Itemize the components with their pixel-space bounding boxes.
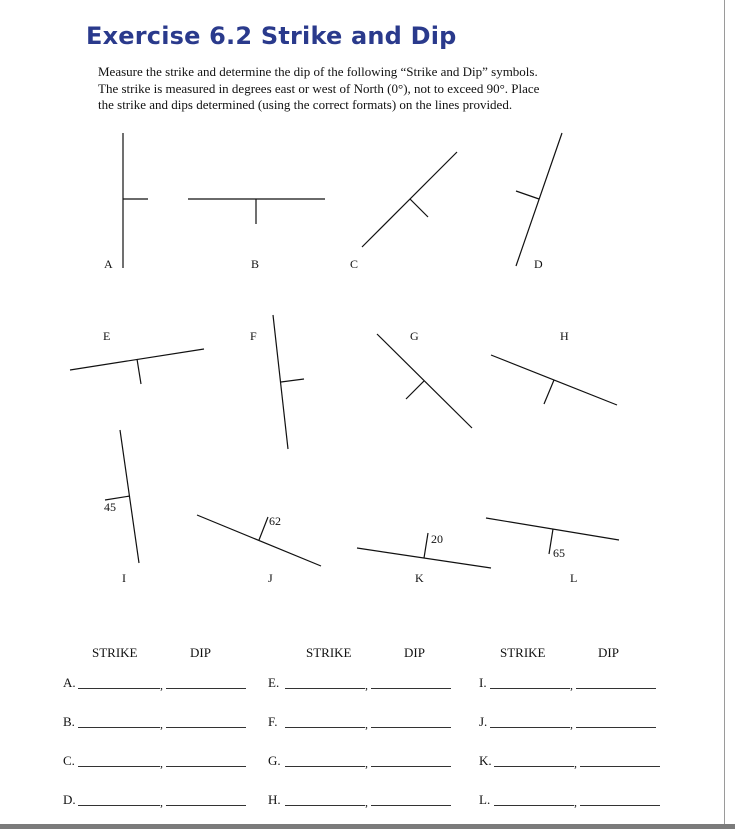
- symbol-j-dip-tick: [259, 517, 268, 540]
- answer-label-d: D.: [63, 792, 76, 807]
- answer-label-k: K.: [479, 753, 492, 768]
- symbol-g-strike-line: [377, 334, 472, 428]
- answer-label-b: B.: [63, 714, 75, 729]
- symbol-d-label: D: [534, 257, 543, 271]
- symbol-i-label: I: [122, 571, 126, 585]
- col1-dip-header: DIP: [190, 645, 211, 660]
- answer-b-dip-blank[interactable]: [166, 727, 246, 728]
- instructions-line-3: the strike and dips determined (using the correct formats) on the lines provided.: [98, 97, 513, 112]
- symbol-l-dip-value: 65: [553, 546, 565, 560]
- symbol-k-label: K: [415, 571, 424, 585]
- answer-label-l: L.: [479, 792, 491, 807]
- symbol-j-dip-value: 62: [269, 514, 281, 528]
- answer-label-c: C.: [63, 753, 75, 768]
- answer-l-comma: ,: [574, 795, 577, 809]
- symbol-g-label: G: [410, 329, 419, 343]
- answer-e-strike-blank[interactable]: [285, 688, 365, 689]
- answer-g-strike-blank[interactable]: [285, 766, 365, 767]
- col3-dip-header: DIP: [598, 645, 619, 660]
- symbol-d-dip-tick: [516, 191, 539, 199]
- symbol-b: [188, 199, 325, 224]
- answer-c-dip-blank[interactable]: [166, 766, 246, 767]
- symbol-j-strike-line: [197, 515, 321, 566]
- answer-e-comma: ,: [365, 678, 368, 692]
- col1-strike-header: STRIKE: [92, 645, 138, 660]
- symbol-d: [516, 133, 562, 266]
- answer-b-comma: ,: [160, 717, 163, 731]
- symbol-e: [70, 349, 204, 384]
- answer-k-strike-blank[interactable]: [494, 766, 574, 767]
- symbol-k-dip-value: 20: [431, 532, 443, 546]
- symbol-c-strike-line: [362, 152, 457, 247]
- symbol-h-label: H: [560, 329, 569, 343]
- answer-h-dip-blank[interactable]: [371, 805, 451, 806]
- answer-f-dip-blank[interactable]: [371, 727, 451, 728]
- answer-label-j: J.: [479, 714, 488, 729]
- answer-d-comma: ,: [160, 795, 163, 809]
- symbol-i-dip-value: 45: [104, 500, 116, 514]
- symbol-e-dip-tick: [137, 359, 141, 384]
- answer-l-strike-blank[interactable]: [494, 805, 574, 806]
- answer-h-comma: ,: [365, 795, 368, 809]
- answer-j-comma: ,: [570, 717, 573, 731]
- instructions-line-1: Measure the strike and determine the dip of the following “Strike and Dip” symbols.: [98, 64, 538, 79]
- answer-f-comma: ,: [365, 717, 368, 731]
- symbol-h: [491, 355, 617, 405]
- symbol-k-dip-tick: [424, 533, 428, 558]
- answer-k-dip-blank[interactable]: [580, 766, 660, 767]
- symbol-k: [357, 533, 491, 568]
- answer-j-strike-blank[interactable]: [490, 727, 570, 728]
- answer-label-f: F.: [268, 714, 278, 729]
- answer-j-dip-blank[interactable]: [576, 727, 656, 728]
- col2-dip-header: DIP: [404, 645, 425, 660]
- col2-strike-header: STRIKE: [306, 645, 352, 660]
- answer-l-dip-blank[interactable]: [580, 805, 660, 806]
- symbol-f-dip-tick: [281, 379, 304, 382]
- symbol-j: [197, 515, 321, 566]
- answer-d-strike-blank[interactable]: [78, 805, 160, 806]
- answer-k-comma: ,: [574, 756, 577, 770]
- answer-label-i: I.: [479, 675, 487, 690]
- answer-e-dip-blank[interactable]: [371, 688, 451, 689]
- symbol-g: [377, 334, 472, 428]
- answer-a-comma: ,: [160, 678, 163, 692]
- symbol-f-strike-line: [273, 315, 288, 449]
- answer-c-comma: ,: [160, 756, 163, 770]
- answer-a-dip-blank[interactable]: [166, 688, 246, 689]
- symbol-c-dip-tick: [410, 199, 428, 217]
- symbol-h-dip-tick: [544, 380, 554, 404]
- symbol-b-label: B: [251, 257, 260, 271]
- symbol-g-dip-tick: [406, 381, 424, 399]
- answer-h-strike-blank[interactable]: [285, 805, 365, 806]
- answer-label-e: E.: [268, 675, 280, 690]
- answer-g-dip-blank[interactable]: [371, 766, 451, 767]
- symbol-a-label: A: [104, 257, 113, 271]
- answer-i-dip-blank[interactable]: [576, 688, 656, 689]
- answer-f-strike-blank[interactable]: [285, 727, 365, 728]
- answer-i-strike-blank[interactable]: [490, 688, 570, 689]
- symbol-c-label: C: [350, 257, 359, 271]
- symbol-i: [105, 430, 139, 563]
- symbol-a: [123, 133, 148, 268]
- symbol-l-label: L: [570, 571, 578, 585]
- exercise-title: Exercise 6.2 Strike and Dip: [86, 22, 457, 50]
- symbol-d-strike-line: [516, 133, 562, 266]
- answer-c-strike-blank[interactable]: [78, 766, 160, 767]
- answer-i-comma: ,: [570, 678, 573, 692]
- answer-g-comma: ,: [365, 756, 368, 770]
- symbol-c: [362, 152, 457, 247]
- answer-label-a: A.: [63, 675, 76, 690]
- answer-label-g: G.: [268, 753, 281, 768]
- col3-strike-header: STRIKE: [500, 645, 546, 660]
- answer-label-h: H.: [268, 792, 281, 807]
- answer-a-strike-blank[interactable]: [78, 688, 160, 689]
- answer-b-strike-blank[interactable]: [78, 727, 160, 728]
- instructions-line-2: The strike is measured in degrees east or west of North (0°), not to exceed 90°. Place: [98, 80, 540, 96]
- symbol-e-label: E: [103, 329, 111, 343]
- symbol-j-label: J: [268, 571, 273, 585]
- symbol-f-label: F: [250, 329, 257, 343]
- answer-d-dip-blank[interactable]: [166, 805, 246, 806]
- symbol-f: [273, 315, 304, 449]
